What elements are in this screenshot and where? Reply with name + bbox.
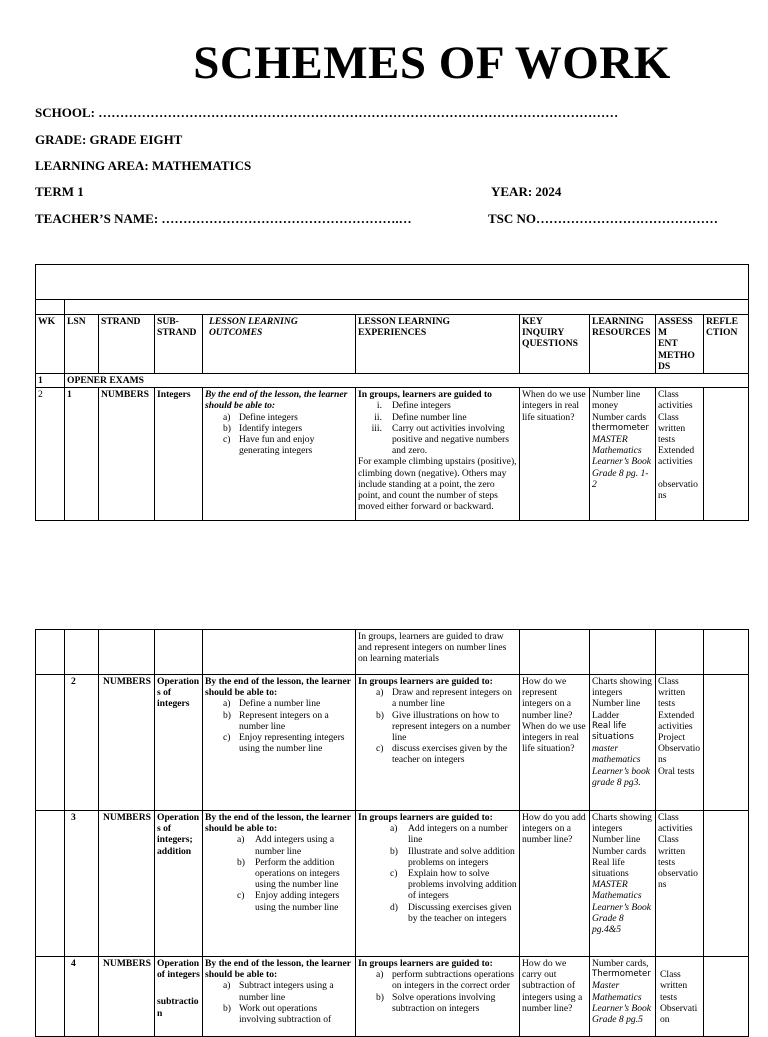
col-wk: WK [36, 315, 65, 374]
row-assessment: Class activities Class written tests Extended activities observations [656, 388, 704, 521]
col-experiences: LESSON LEARNING EXPERIENCES [356, 315, 520, 374]
list-item: iii. Carry out activities involving positive and negative numbers and zero. [371, 422, 509, 457]
col-assessment: ASSESSM ENT METHO DS [656, 315, 704, 374]
list-item: a) Subtract integers using a number line [223, 980, 334, 1003]
row-key-question: How do you add integers on a number line? [520, 811, 590, 957]
list-item: b) Represent integers on a number line [223, 709, 329, 732]
col-resources: LEARNING RESOURCES [590, 315, 656, 374]
row-assessment: Class written tests Observation [656, 957, 704, 1037]
row-outcomes: By the end of the lesson, the learner should be able to: a) Subtract integers using a number line b) Work out operations involving subtraction of [203, 957, 356, 1037]
grade-field: GRADE: GRADE EIGHT [35, 132, 183, 147]
row-resources: Number cards, Thermometer Master Mathematics Learner’s Book Grade 8 pg.5 [590, 957, 656, 1037]
opener-row [36, 374, 749, 388]
year-field: YEAR: 2024 [491, 184, 562, 199]
row-lsn: 1 [65, 388, 99, 521]
list-item: a) Draw and represent integers on a number line [376, 687, 512, 710]
list-item: i. Define integers [376, 400, 451, 412]
row-reflection [704, 675, 749, 811]
row-lsn: 2 [65, 675, 99, 811]
row-strand: NUMBERS [99, 675, 155, 811]
table-row [36, 957, 749, 1037]
teacher-name-field: TEACHER’S NAME: ……………………………………………….… [35, 211, 412, 226]
continued-experience: In groups, learners are guided to draw and represent integers on number lines on learning materials [356, 630, 520, 675]
tsc-number-field: TSC NO…………………………………… [488, 211, 719, 226]
row-experiences: In groups learners are guided to: a) Add integers on a number line b) Illustrate and solve addition problems on integers c) Explain how to solve problems involving addition of integers d) Discussing exercises given by the teacher on integers [356, 811, 520, 957]
opener-label: OPENER EXAMS [65, 374, 749, 388]
list-item: b) Perform the addition operations on integers using the number line [237, 856, 340, 891]
row-resources: Number line money Number cards thermometer MASTER Mathematics Learner’s Book Grade 8 pg. 1-2 [590, 388, 656, 521]
list-item: b) Identify integers [223, 422, 303, 434]
list-item: a) perform subtractions operations on integers in the correct order [376, 969, 515, 992]
row-strand: NUMBERS [99, 811, 155, 957]
col-lsn: LSN [65, 315, 99, 374]
list-item: a) Define a number line [223, 698, 321, 710]
row-outcomes: By the end of the lesson, the learner should be able to: a) Define a number line b) Represent integers on a number line c) Enjoy representing integers using the number line [203, 675, 356, 811]
row-experiences: In groups learners are guided to: a) perform subtractions operations on integers in the correct order b) Solve operations involving subtraction on integers [356, 957, 520, 1037]
list-item: ii. Define number line [374, 411, 467, 423]
list-item: b) Give illustrations on how to represent integers on a number line [376, 709, 511, 744]
row-experiences: In groups learners are guided to: a) Draw and represent integers on a number line b) Give illustrations on how to represent integers on a number line c) discuss exercises given by the teacher on integers [356, 675, 520, 811]
table-row [36, 630, 749, 675]
row-sub-strand: Operations of integers; addition [155, 811, 203, 957]
list-item: a) Add integers on a number line [390, 823, 508, 846]
list-item: b) Work out operations involving subtraction of [223, 1002, 332, 1026]
row-sub-strand: Operations of integers [155, 675, 203, 811]
row-key-question: How do we represent integers on a number line? When do we use integers in real life situation? [520, 675, 590, 811]
scheme-table-continued [35, 629, 749, 1037]
list-item: c) Enjoy adding integers using the number line [237, 890, 340, 913]
row-sub-strand: Operation of integers subtraction [155, 957, 203, 1037]
row-resources: Charts showing integers Number line Number cards Real life situations MASTER Mathematics Learner’s Book Grade 8 pg.4&5 [590, 811, 656, 957]
list-item: c) Have fun and enjoy generating integers [223, 434, 315, 457]
col-reflection: REFLE CTION [704, 315, 749, 374]
scheme-table [35, 264, 749, 521]
row-sub-strand: Integers [155, 388, 203, 521]
row-lsn: 3 [65, 811, 99, 957]
list-item: d) Discussing exercises given by the teacher on integers [390, 901, 512, 924]
row-reflection [704, 957, 749, 1037]
row-outcomes: By the end of the lesson, the learner should be able to: a) Define integers b) Identify integers c) Have fun and enjoy generating integers [203, 388, 356, 521]
row-reflection [704, 388, 749, 521]
col-strand: STRAND [99, 315, 155, 374]
table-row [36, 811, 749, 957]
row-wk: 2 [36, 388, 65, 521]
blank-row [36, 300, 749, 315]
school-field: SCHOOL: ………………………………………………………………………………………………………… [35, 105, 619, 120]
list-item: b) Solve operations involving subtraction on integers [376, 991, 496, 1014]
row-lsn: 4 [65, 957, 99, 1037]
blank-row [36, 265, 749, 300]
row-reflection [704, 811, 749, 957]
row-strand: NUMBERS [99, 388, 155, 521]
list-item: a) Define integers [223, 411, 298, 423]
col-key-questions: KEY INQUIRY QUESTIONS [520, 315, 590, 374]
row-experiences: In groups, learners are guided to i. Define integers ii. Define number line iii. Carry out activities involving positive and negative numbers and zero. For example climbing upstairs (positive), climbing down (negative). Others may include standing at a point, the zero point, and count the number of steps moved either forward or backward. [356, 388, 520, 521]
col-outcomes: LESSON LEARNING OUTCOMES [203, 315, 356, 374]
list-item: c) discuss exercises given by the teacher on integers [376, 743, 508, 766]
page-title: SCHEMES OF WORK [193, 37, 671, 89]
learning-area-field: LEARNING AREA: MATHEMATICS [35, 158, 252, 173]
header-row [36, 315, 749, 374]
list-item: a) Add integers using a number line [237, 834, 335, 857]
list-item: c) Enjoy representing integers using the number line [223, 732, 345, 755]
list-item: c) Explain how to solve problems involving addition of integers [390, 868, 517, 902]
row-assessment: Class written tests Extended activities Project Observations Oral tests [656, 675, 704, 811]
table-row [36, 388, 749, 521]
opener-wk: 1 [36, 374, 65, 388]
term-field: TERM 1 [35, 184, 84, 199]
col-sub-strand: SUB- STRAND [155, 315, 203, 374]
row-assessment: Class activities Class written tests observations [656, 811, 704, 957]
row-outcomes: By the end of the lesson, the learner should be able to: a) Add integers using a number line b) Perform the addition operations on integers using the number line c) Enjoy adding integers using the number line [203, 811, 356, 957]
row-key-question: When do we use integers in real life situation? [520, 388, 590, 521]
row-strand: NUMBERS [99, 957, 155, 1037]
table-row [36, 675, 749, 811]
list-item: b) Illustrate and solve addition problems on integers [390, 845, 515, 868]
row-resources: Charts showing integers Number line Ladder Real life situations master mathematics Learner’s book grade 8 pg3. [590, 675, 656, 811]
row-key-question: How do we carry out subtraction of integers using a number line? [520, 957, 590, 1037]
